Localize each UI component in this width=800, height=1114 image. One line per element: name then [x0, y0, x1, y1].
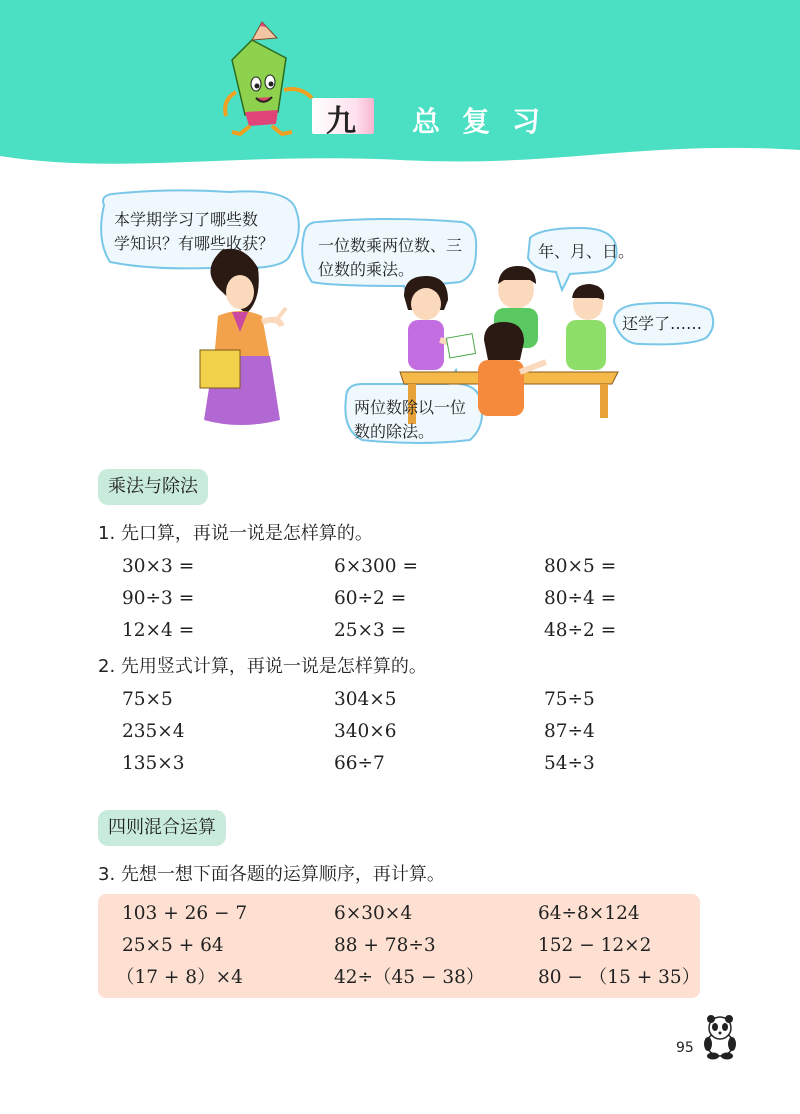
section-label-mixed-operations: 四则混合运算 — [98, 810, 226, 846]
teacher-bubble-line-1: 本学期学习了哪些数 — [114, 210, 259, 229]
panda-icon — [700, 1014, 740, 1060]
q2-expr: 75×5 — [122, 689, 173, 710]
student-bubble-1-line-1: 一位数乘两位数、三 — [318, 236, 463, 255]
question-3-title: 3. 先想一想下面各题的运算顺序，再计算。 — [98, 864, 445, 885]
q1-expr: 60÷2 = — [334, 588, 407, 609]
chapter-number: 九 — [326, 104, 356, 139]
q3-expr: 80 − （15 + 35） — [538, 967, 701, 988]
q1-expr: 90÷3 = — [122, 588, 195, 609]
q3-expr: 152 − 12×2 — [538, 935, 652, 956]
q3-expr: （17 + 8）×4 — [116, 967, 243, 988]
student-girl-1 — [404, 276, 476, 370]
student-bubble-1-line-2: 位数的乘法。 — [318, 260, 415, 279]
q3-expr: 6×30×4 — [334, 903, 413, 924]
student-bubble-3-line-1: 还学了…… — [622, 314, 703, 333]
teacher-figure — [200, 249, 286, 425]
teacher-bubble-line-2: 学知识？有哪些收获？ — [114, 234, 275, 253]
q3-expr: 88 + 78÷3 — [334, 935, 436, 956]
q2-expr: 340×6 — [334, 721, 397, 742]
student-bubble-4-line-2: 数的除法。 — [354, 422, 435, 441]
q2-expr: 135×3 — [122, 753, 185, 774]
question-1-title: 1. 先口算，再说一说是怎样算的。 — [98, 523, 373, 544]
q3-expr: 42÷（45 − 38） — [334, 967, 485, 988]
q3-expr: 64÷8×124 — [538, 903, 640, 924]
q1-expr: 25×3 = — [334, 620, 407, 641]
q2-expr: 75÷5 — [544, 689, 595, 710]
student-bubble-4-line-1: 两位数除以一位 — [354, 398, 467, 417]
q2-expr: 235×4 — [122, 721, 185, 742]
q1-expr: 6×300 = — [334, 556, 418, 577]
q3-expr: 103 + 26 − 7 — [122, 903, 248, 924]
q1-expr: 12×4 = — [122, 620, 195, 641]
q2-expr: 66÷7 — [334, 753, 385, 774]
q2-expr: 304×5 — [334, 689, 397, 710]
student-bubble-2-line-1: 年、月、日。 — [538, 242, 635, 261]
question-2-title: 2. 先用竖式计算，再说一说是怎样算的。 — [98, 656, 427, 677]
q2-expr: 54÷3 — [544, 753, 595, 774]
chapter-title: 总复习 — [412, 105, 563, 138]
student-boy-2 — [566, 284, 606, 370]
section-label-mult-div: 乘法与除法 — [98, 469, 208, 505]
q1-expr: 80×5 = — [544, 556, 617, 577]
q1-expr: 30×3 = — [122, 556, 195, 577]
page-number: 95 — [676, 1040, 694, 1056]
q2-expr: 87÷4 — [544, 721, 595, 742]
q1-expr: 48÷2 = — [544, 620, 617, 641]
q1-expr: 80÷4 = — [544, 588, 617, 609]
q3-expr: 25×5 + 64 — [122, 935, 224, 956]
